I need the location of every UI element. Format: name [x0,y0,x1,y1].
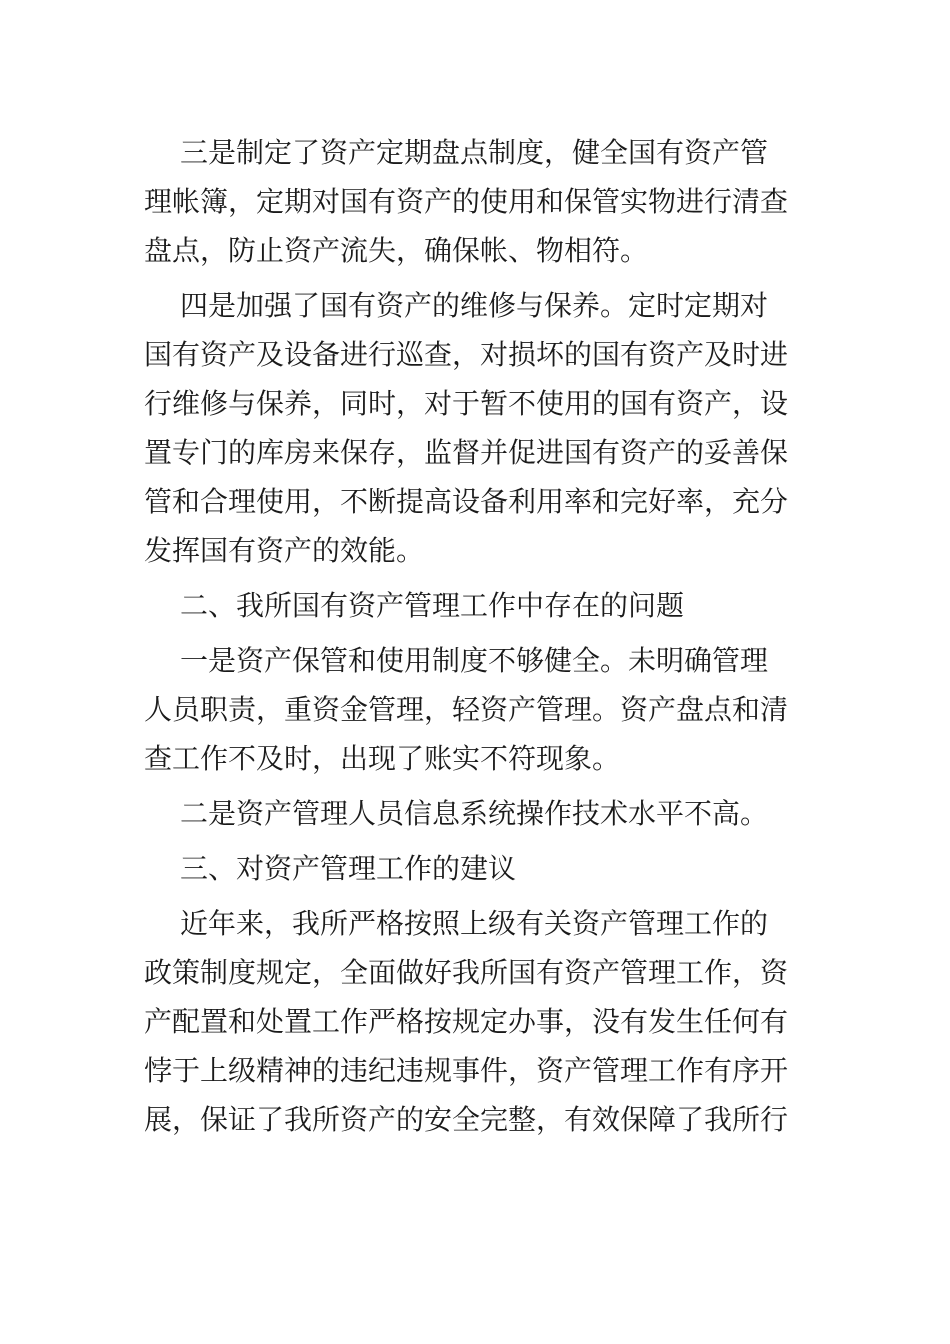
paragraph-line: 人员职责，重资金管理，轻资产管理。资产盘点和清 [144,693,789,726]
paragraph-line: 查工作不及时，出现了账实不符现象。 [144,742,621,775]
paragraph-line: 四是加强了国有资产的维修与保养。定时定期对 [180,289,769,322]
heading-line: 三、对资产管理工作的建议 [180,852,517,885]
paragraph-line: 二是资产管理人员信息系统操作技术水平不高。 [180,797,769,830]
paragraph-line: 一是资产保管和使用制度不够健全。未明确管理 [180,644,769,677]
section-heading-problems [144,581,808,630]
paragraph-line: 盘点，防止资产流失，确保帐、物相符。 [144,234,649,267]
document-body [144,128,808,1150]
paragraph-line: 理帐簿，定期对国有资产的使用和保管实物进行清查 [144,185,789,218]
paragraph-line: 置专门的库房来保存，监督并促进国有资产的妥善保 [144,436,789,469]
paragraph-line: 发挥国有资产的效能。 [144,534,425,567]
paragraph-maintenance [144,281,808,575]
paragraph-line: 行维修与保养，同时，对于暂不使用的国有资产，设 [144,387,789,420]
paragraph-problem-one [144,636,808,783]
paragraph-asset-inventory [144,128,808,275]
heading-line: 二、我所国有资产管理工作中存在的问题 [180,589,685,622]
paragraph-line: 政策制度规定，全面做好我所国有资产管理工作，资 [144,956,789,989]
paragraph-line: 国有资产及设备进行巡查，对损坏的国有资产及时进 [144,338,789,371]
section-heading-suggestions [144,844,808,893]
paragraph-line: 近年来，我所严格按照上级有关资产管理工作的 [180,907,769,940]
paragraph-problem-two [144,789,808,838]
paragraph-recent-years [144,899,808,1144]
paragraph-line: 三是制定了资产定期盘点制度，健全国有资产管 [180,136,769,169]
paragraph-line: 展，保证了我所资产的安全完整，有效保障了我所行 [144,1103,789,1136]
paragraph-line: 产配置和处置工作严格按规定办事，没有发生任何有 [144,1005,789,1038]
paragraph-line: 悖于上级精神的违纪违规事件，资产管理工作有序开 [144,1054,789,1087]
paragraph-line: 管和合理使用，不断提高设备利用率和完好率，充分 [144,485,789,518]
